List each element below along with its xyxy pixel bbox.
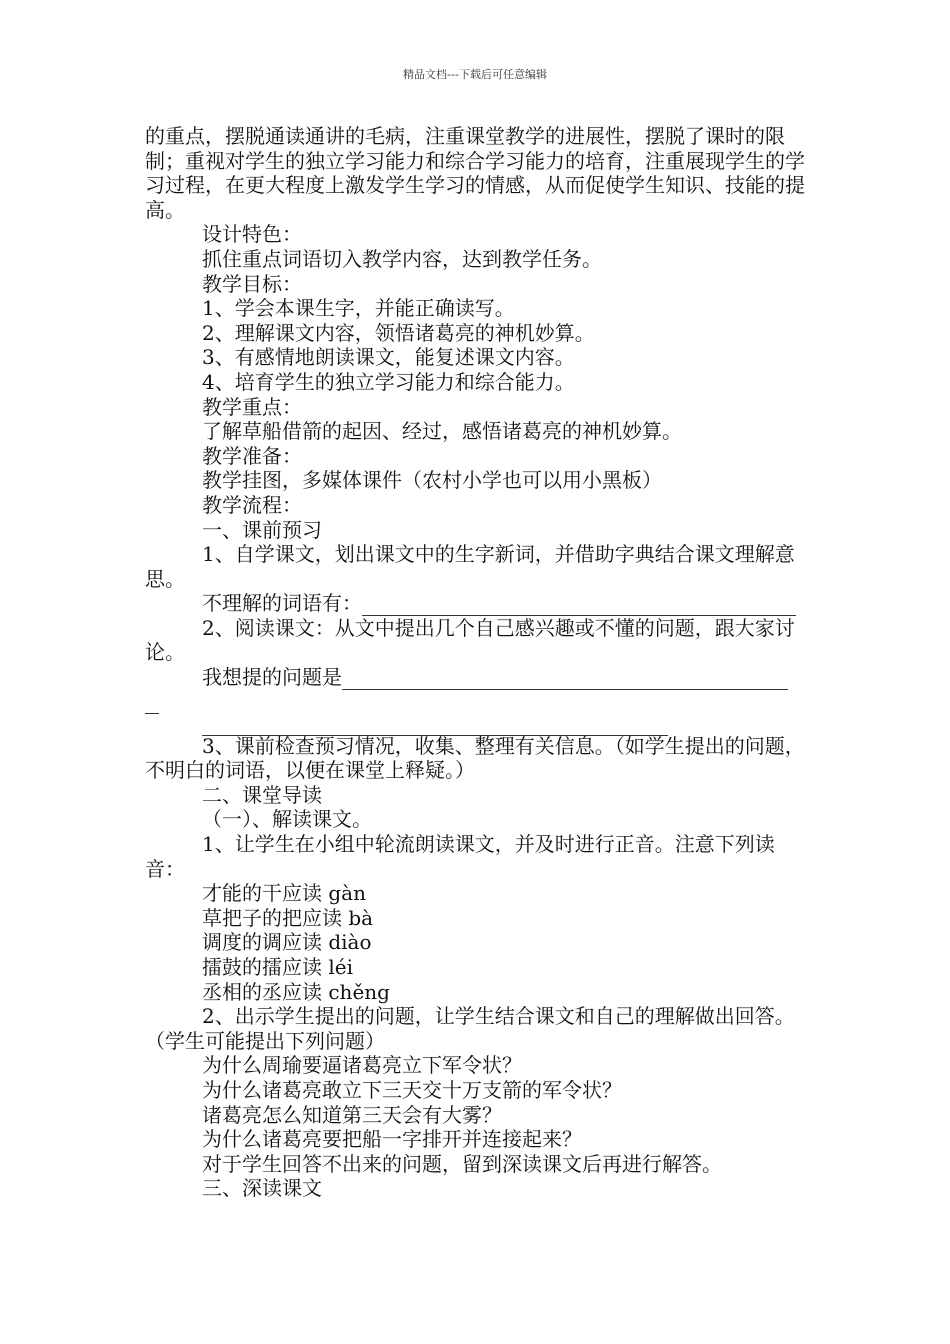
section-1-paragraph-1: 1、自学课文，划出课文中的生字新词，并借助字典结合课文理解意思。 — [145, 542, 795, 591]
section-2-paragraph-1: 1、让学生在小组中轮流朗读课文，并及时进行正音。注意下列读音： — [145, 832, 775, 881]
unknown-words-label: 不理解的词语有： — [202, 591, 362, 616]
unknown-words-blank[interactable] — [362, 597, 796, 616]
section-2-title: 二、课堂导读 — [202, 782, 322, 807]
questions-label: 我想提的问题是 — [202, 665, 342, 690]
goal-item: 4、培育学生的独立学习能力和综合能力。 — [202, 369, 575, 394]
questions-line — [145, 665, 807, 690]
section-2-subtitle: （一）、解读课文。 — [202, 807, 372, 832]
section-2-paragraph-2: 2、出示学生提出的问题，让学生结合课文和自己的理解做出回答。（学生可能提出下列问题） — [145, 1004, 795, 1053]
question-item: 为什么周瑜要逼诸葛亮立下军令状？ — [202, 1053, 522, 1078]
section-2-paragraph-3: 对于学生回答不出来的问题，留到深读课文后再进行解答。 — [202, 1151, 722, 1176]
section-1-paragraph-2: 2、阅读课文：从文中提出几个自己感兴趣或不懂的问题，跟大家讨论。 — [145, 615, 795, 665]
reading-item: 擂鼓的擂应读 léi — [202, 955, 353, 979]
page-header: 精品文档---下载后可任意编辑 — [403, 68, 547, 81]
reading-item: 调度的调应读 diào — [202, 930, 372, 955]
question-item: 诸葛亮怎么知道第三天会有大雾？ — [202, 1102, 502, 1127]
questions-blank-tail[interactable] — [145, 695, 159, 714]
section-1-paragraph-3: 3、课前检查预习情况，收集、整理有关信息。（如学生提出的问题，不明白的词语，以便在课堂上释疑。） — [145, 733, 805, 783]
unknown-words-line — [145, 591, 807, 616]
key-title: 教学重点： — [202, 394, 302, 419]
goal-item: 3、有感情地朗读课文，能复述课文内容。 — [202, 345, 575, 370]
reading-item: 丞相的丞应读 chěng — [202, 979, 390, 1004]
question-item: 为什么诸葛亮要把船一字排开并连接起来？ — [202, 1127, 582, 1152]
reading-item: 草把子的把应读 bà — [202, 905, 374, 930]
questions-blank-continued — [145, 690, 807, 712]
prep-text: 教学挂图，多媒体课件（农村小学也可以用小黑板） — [202, 468, 662, 493]
design-text: 抓住重点词语切入教学内容，达到教学任务。 — [202, 246, 602, 271]
prep-title: 教学准备： — [202, 443, 302, 468]
questions-blank[interactable] — [342, 671, 788, 690]
section-3-title: 三、深读课文 — [202, 1176, 322, 1201]
question-item: 为什么诸葛亮敢立下三天交十万支箭的军令状？ — [202, 1077, 622, 1102]
document-body — [145, 124, 807, 1201]
section-1-title: 一、课前预习 — [202, 517, 322, 542]
questions-blank-line-2 — [145, 712, 807, 734]
reading-item: 才能的干应读 gàn — [202, 881, 366, 906]
key-text: 了解草船借箭的起因、经过，感悟诸葛亮的神机妙算。 — [202, 419, 682, 444]
goal-item: 1、学会本课生字，并能正确读写。 — [202, 296, 515, 321]
intro-paragraph: 的重点，摆脱通读通讲的毛病，注重课堂教学的进展性，摆脱了课时的限制；重视对学生的独立学习能力和综合学习能力的培育，注重展现学生的学习过程，在更大程度上激发学生学习的情感，从而促使学生知识、技能的提高。 — [145, 124, 805, 222]
goal-title: 教学目标： — [202, 271, 302, 296]
flow-title: 教学流程： — [202, 492, 302, 517]
design-title: 设计特色： — [202, 222, 302, 247]
goal-item: 2、理解课文内容，领悟诸葛亮的神机妙算。 — [202, 320, 595, 345]
